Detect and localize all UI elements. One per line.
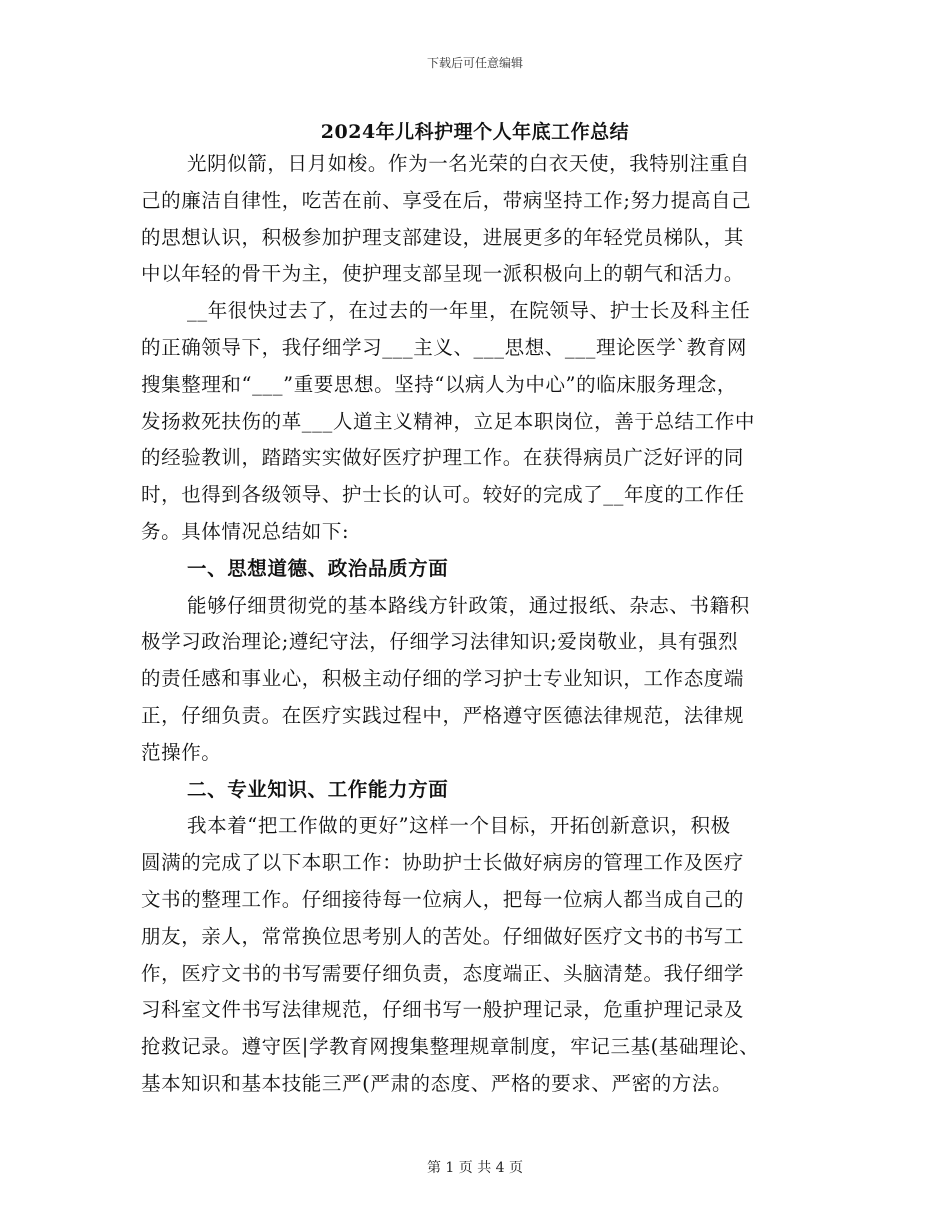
body-line: 习科室文件书写法律规范，仔细书写一般护理记录，危重护理记录及 (141, 998, 745, 1022)
body-line: 时，也得到各级领导、护士长的认可。较好的完成了__年度的工作任 (141, 483, 745, 507)
page-number: 第 1 页 共 4 页 (426, 1160, 524, 1176)
section-heading-skills: 二、专业知识、工作能力方面 (187, 777, 449, 801)
body-line: 能够仔细贯彻党的基本路线方针政策，通过报纸、杂志、书籍积 (187, 593, 750, 617)
body-line: 的责任感和事业心，积极主动仔细的学习护士专业知识，工作态度端 (141, 667, 745, 691)
body-line: 范操作。 (141, 740, 222, 764)
body-line: 作，医疗文书的书写需要仔细负责，态度端正、头脑清楚。我仔细学 (141, 961, 745, 985)
body-line: 务。具体情况总结如下: (141, 519, 350, 543)
body-line: 正，仔细负责。在医疗实践过程中，严格遵守医德法律规范，法律规 (141, 703, 745, 727)
body-line: 文书的整理工作。仔细接待每一位病人，把每一位病人都当成自己的 (141, 887, 745, 911)
section-heading-ethics: 一、思想道德、政治品质方面 (187, 556, 449, 580)
body-line: 朋友，亲人，常常换位思考别人的苦处。仔细做好医疗文书的书写工 (141, 924, 745, 948)
body-line: 搜集整理和“___”重要思想。坚持“以病人为中心”的临床服务理念， (141, 372, 737, 396)
document-body (141, 146, 821, 1103)
page-header-note: 下载后可任意编辑 (426, 56, 523, 70)
body-line: 圆满的完成了以下本职工作：协助护士长做好病房的管理工作及医疗 (141, 851, 745, 875)
body-line: __年很快过去了，在过去的一年里，在院领导、护士长及科主任 (187, 299, 751, 323)
body-line: 己的廉洁自律性，吃苦在前、享受在后，带病坚持工作;努力提高自己 (141, 188, 752, 212)
body-line: 光阴似箭，日月如梭。作为一名光荣的白衣天使，我特别注重自 (187, 152, 750, 175)
body-line: 中以年轻的骨干为主，使护理支部呈现一派积极向上的朝气和活力。 (141, 262, 745, 286)
body-line: 的正确领导下，我仔细学习___主义、___思想、___理论医学`教育网 (141, 335, 747, 359)
body-line: 抢救记录。遵守医|学教育网搜集整理规章制度，牢记三基(基础理论、 (141, 1035, 760, 1059)
body-line: 我本着“把工作做的更好”这样一个目标，开拓创新意识，积极 (187, 814, 731, 838)
body-line: 的思想认识，积极参加护理支部建设，进展更多的年轻党员梯队，其 (141, 225, 745, 249)
body-line: 极学习政治理论;遵纪守法，仔细学习法律知识;爱岗敬业，具有强烈 (141, 630, 739, 654)
document-title: 2024年儿科护理个人年底工作总结 (320, 121, 630, 143)
body-line: 发扬救死扶伤的革___人道主义精神，立足本职岗位，善于总结工作中 (141, 409, 755, 433)
body-line: 基本知识和基本技能三严(严肃的态度、严格的要求、严密的方法。 (141, 1071, 733, 1095)
body-line: 的经验教训，踏踏实实做好医疗护理工作。在获得病员广泛好评的同 (141, 446, 745, 470)
